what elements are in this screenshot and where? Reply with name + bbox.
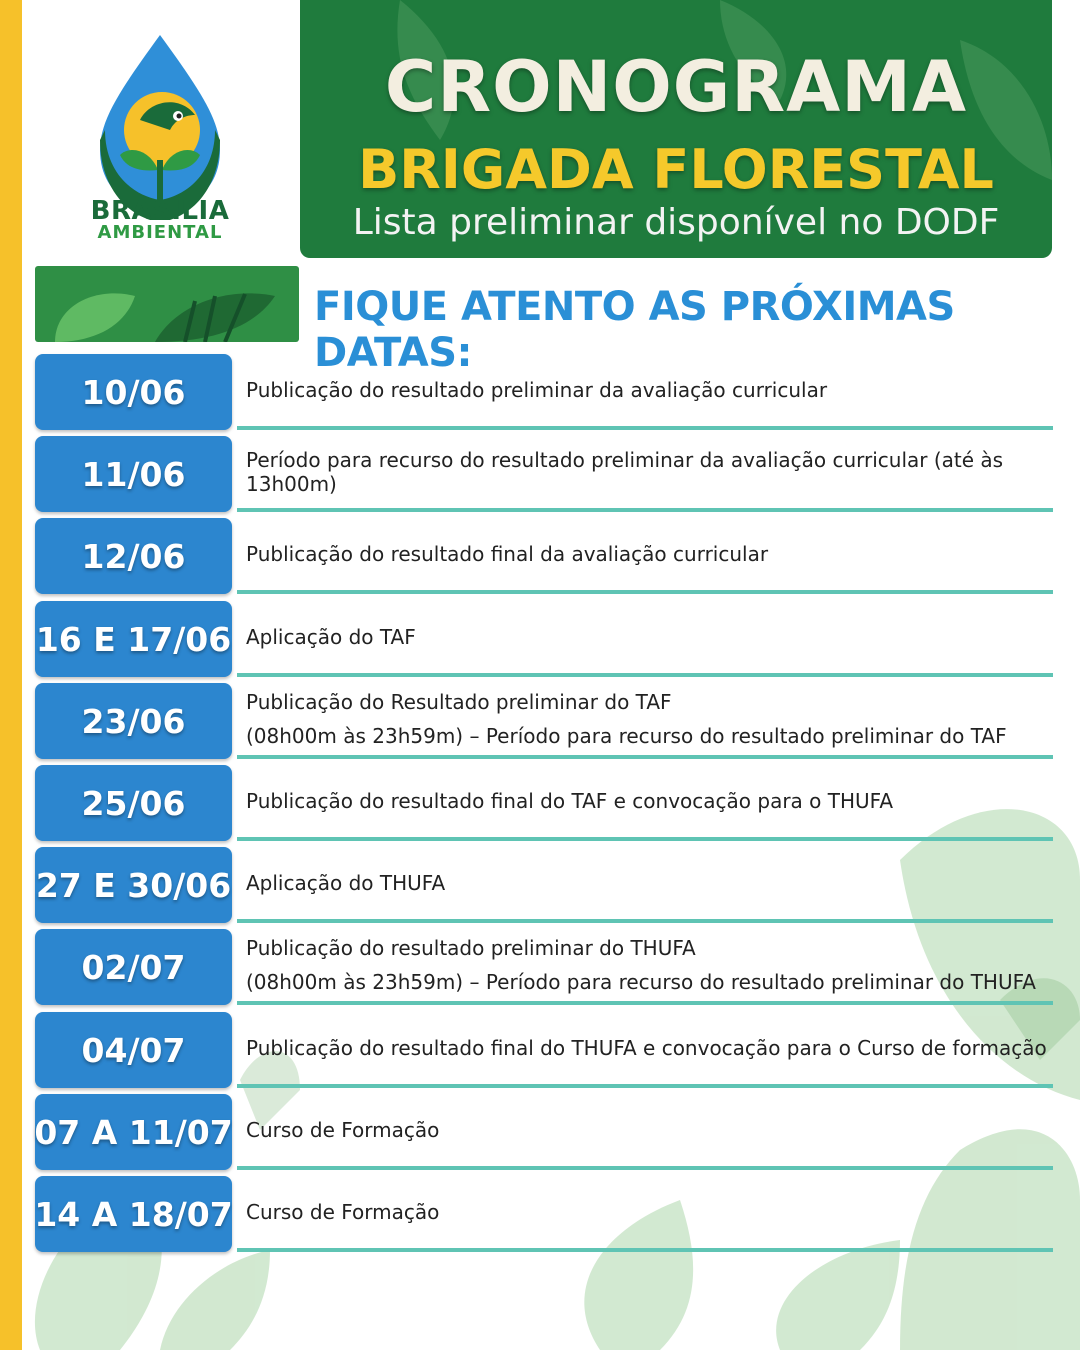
schedule-description xyxy=(246,436,1054,508)
schedule-description-line: (08h00m às 23h59m) – Período para recurso do resultado preliminar do THUFA xyxy=(246,970,1036,994)
schedule-description xyxy=(246,929,1054,1001)
schedule-date: 11/06 xyxy=(35,436,232,512)
row-divider xyxy=(237,426,1053,430)
logo-text-ambiental: AMBIENTAL xyxy=(97,222,223,243)
row-divider xyxy=(237,1248,1053,1252)
schedule-description xyxy=(246,1094,1054,1166)
schedule-row xyxy=(35,518,1053,594)
schedule-description-line: Curso de Formação xyxy=(246,1200,440,1224)
schedule-date: 16 E 17/06 xyxy=(35,601,232,677)
schedule-row xyxy=(35,1094,1053,1170)
row-divider xyxy=(237,508,1053,512)
attention-heading: FIQUE ATENTO AS PRÓXIMAS DATAS: xyxy=(314,284,955,376)
row-divider xyxy=(237,590,1053,594)
row-divider xyxy=(237,1084,1053,1088)
schedule-row xyxy=(35,847,1053,923)
schedule-row xyxy=(35,765,1053,841)
schedule-description-line: Publicação do resultado final do THUFA e convocação para o Curso de formação xyxy=(246,1036,1047,1060)
schedule-date: 12/06 xyxy=(35,518,232,594)
schedule-date: 25/06 xyxy=(35,765,232,841)
header-note: Lista preliminar disponível no DODF xyxy=(352,202,1000,243)
schedule-date: 14 A 18/07 xyxy=(35,1176,232,1252)
row-divider xyxy=(237,1166,1053,1170)
schedule-date: 04/07 xyxy=(35,1012,232,1088)
row-divider xyxy=(237,1001,1053,1005)
schedule-description xyxy=(246,518,1054,590)
schedule-description-line: Período para recurso do resultado preliminar da avaliação curricular (até às 13h00m) xyxy=(246,448,1004,496)
schedule-description-line: Aplicação do TAF xyxy=(246,625,416,649)
schedule-description-line: Publicação do resultado final do TAF e convocação para o THUFA xyxy=(246,789,894,813)
schedule-description xyxy=(246,1012,1054,1084)
schedule-description xyxy=(246,683,1054,755)
schedule-row xyxy=(35,354,1053,430)
schedule-row xyxy=(35,683,1053,759)
leaf-tile xyxy=(35,266,299,342)
logo-text-brasilia: BRASÍLIA xyxy=(90,196,230,226)
schedule-row xyxy=(35,601,1053,677)
schedule-row xyxy=(35,436,1053,512)
schedule-description-line: Aplicação do THUFA xyxy=(246,871,446,895)
header-banner xyxy=(300,0,1052,258)
schedule-description-line: Publicação do resultado preliminar do THUFA xyxy=(246,936,696,960)
header-subtitle: BRIGADA FLORESTAL xyxy=(358,138,994,201)
schedule-description xyxy=(246,1176,1054,1248)
schedule-description-line: Publicação do resultado preliminar da avaliação curricular xyxy=(246,378,828,402)
header-title: CRONOGRAMA xyxy=(384,46,968,128)
schedule-description-line: Curso de Formação xyxy=(246,1118,440,1142)
palm-leaf-icon xyxy=(35,266,299,342)
schedule-description xyxy=(246,847,1054,919)
schedule-description-line: Publicação do resultado final da avaliação curricular xyxy=(246,542,769,566)
schedule-description-line: Publicação do Resultado preliminar do TAF xyxy=(246,690,672,714)
schedule-date: 07 A 11/07 xyxy=(35,1094,232,1170)
schedule-date: 23/06 xyxy=(35,683,232,759)
schedule-row xyxy=(35,1012,1053,1088)
row-divider xyxy=(237,755,1053,759)
schedule-date: 10/06 xyxy=(35,354,232,430)
schedule-description-line: (08h00m às 23h59m) – Período para recurso do resultado preliminar do TAF xyxy=(246,724,1007,748)
schedule-row xyxy=(35,1176,1053,1252)
schedule-description xyxy=(246,601,1054,673)
row-divider xyxy=(237,673,1053,677)
schedule-description xyxy=(246,354,1054,426)
schedule-row xyxy=(35,929,1053,1005)
row-divider xyxy=(237,919,1053,923)
schedule-description xyxy=(246,765,1054,837)
row-divider xyxy=(237,837,1053,841)
schedule-date: 02/07 xyxy=(35,929,232,1005)
schedule-date: 27 E 30/06 xyxy=(35,847,232,923)
